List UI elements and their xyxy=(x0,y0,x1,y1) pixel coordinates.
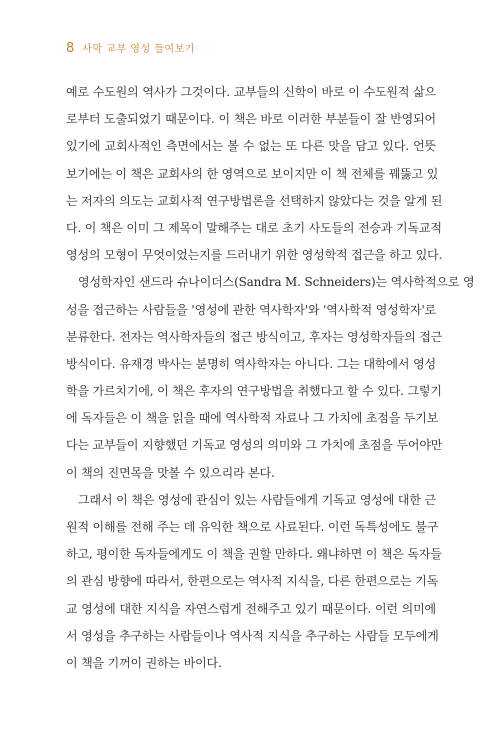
running-header xyxy=(66,40,195,56)
text-line: 이 책의 진면목을 맛볼 수 있으리라 본다. xyxy=(66,465,275,480)
text-line: 방식이다. 유재경 박사는 분명히 역사학자는 아니다. 그는 대학에서 영성 xyxy=(66,356,436,371)
body-text xyxy=(66,79,475,677)
text-line: 그래서 이 책은 영성에 관심이 있는 사람들에게 기독교 영성에 대한 근 xyxy=(78,492,436,507)
text-line: 로부터 도출되었기 때문이다. 이 책은 바로 이러한 부분들이 잘 반영되어 xyxy=(66,112,436,127)
text-line: 서 영성을 추구하는 사람들이나 역사적 지식을 추구하는 사람들 모두에게 xyxy=(66,628,439,643)
text-line: 학을 가르치기에, 이 책은 후자의 연구방법을 취했다고 할 수 있다. 그렇기 xyxy=(66,384,442,399)
text-line: 예로 수도원의 역사가 그것이다. 교부들의 신학이 바로 이 수도원적 삶으 xyxy=(66,85,436,99)
text-line: 있기에 교회사적인 측면에서는 볼 수 없는 또 다른 맛을 담고 있다. 언뜻 xyxy=(66,139,436,154)
text-line: 성을 접근하는 사람들을 '영성에 관한 역사학자'와 '역사학적 영성학자'로 xyxy=(66,302,437,317)
text-line: 에 독자들은 이 책을 읽을 때에 역사학적 자료나 그 가치에 초점을 두기보 xyxy=(66,411,439,426)
text-line: 는 저자의 의도는 교회사적 연구방법론을 선택하지 않았다는 것을 알게 된 xyxy=(66,193,443,208)
text-line: 교 영성에 대한 지식을 자연스럽게 전해주고 있기 때문이다. 이런 의미에 xyxy=(66,601,436,616)
text-line: 의 관심 방향에 따라서, 한편으로는 역사적 지식을, 다른 한편으로는 기독 xyxy=(66,574,439,589)
running-title: 사막 교부 영성 들여보기 xyxy=(82,44,195,55)
text-line: 다는 교부들이 지향했던 기독교 영성의 의미와 그 가치에 초점을 두어야만 xyxy=(66,438,443,453)
text-line: 분류한다. 전자는 역사학자들의 접근 방식이고, 후자는 영성학자들의 접근 xyxy=(66,329,443,344)
text-line: 영성의 모형이 무엇이었는지를 드러내기 위한 영성학적 접근을 하고 있다. xyxy=(66,248,443,263)
page-number: 8 xyxy=(66,41,75,56)
text-line: 원적 이해를 전해 주는 데 유익한 책으로 사료된다. 이런 독특성에도 불구 xyxy=(66,520,439,534)
text-line: 이 책을 기꺼이 권하는 바이다. xyxy=(66,655,222,670)
text-line: 보기에는 이 책은 교회사의 한 영역으로 보이지만 이 책 전체를 꿰뚫고 있 xyxy=(66,166,439,181)
text-line: 하고, 평이한 독자들에게도 이 책을 권할 만하다. 왜냐하면 이 책은 독자들 xyxy=(66,547,442,562)
text-line: 영성학자인 샌드라 슈나이더스(Sandra M. Schneiders)는 역사학적으로 영 xyxy=(78,275,475,290)
text-line: 다. 이 책은 이미 그 제목이 말해주는 대로 초기 사도들의 전승과 기독교적 xyxy=(66,220,442,235)
